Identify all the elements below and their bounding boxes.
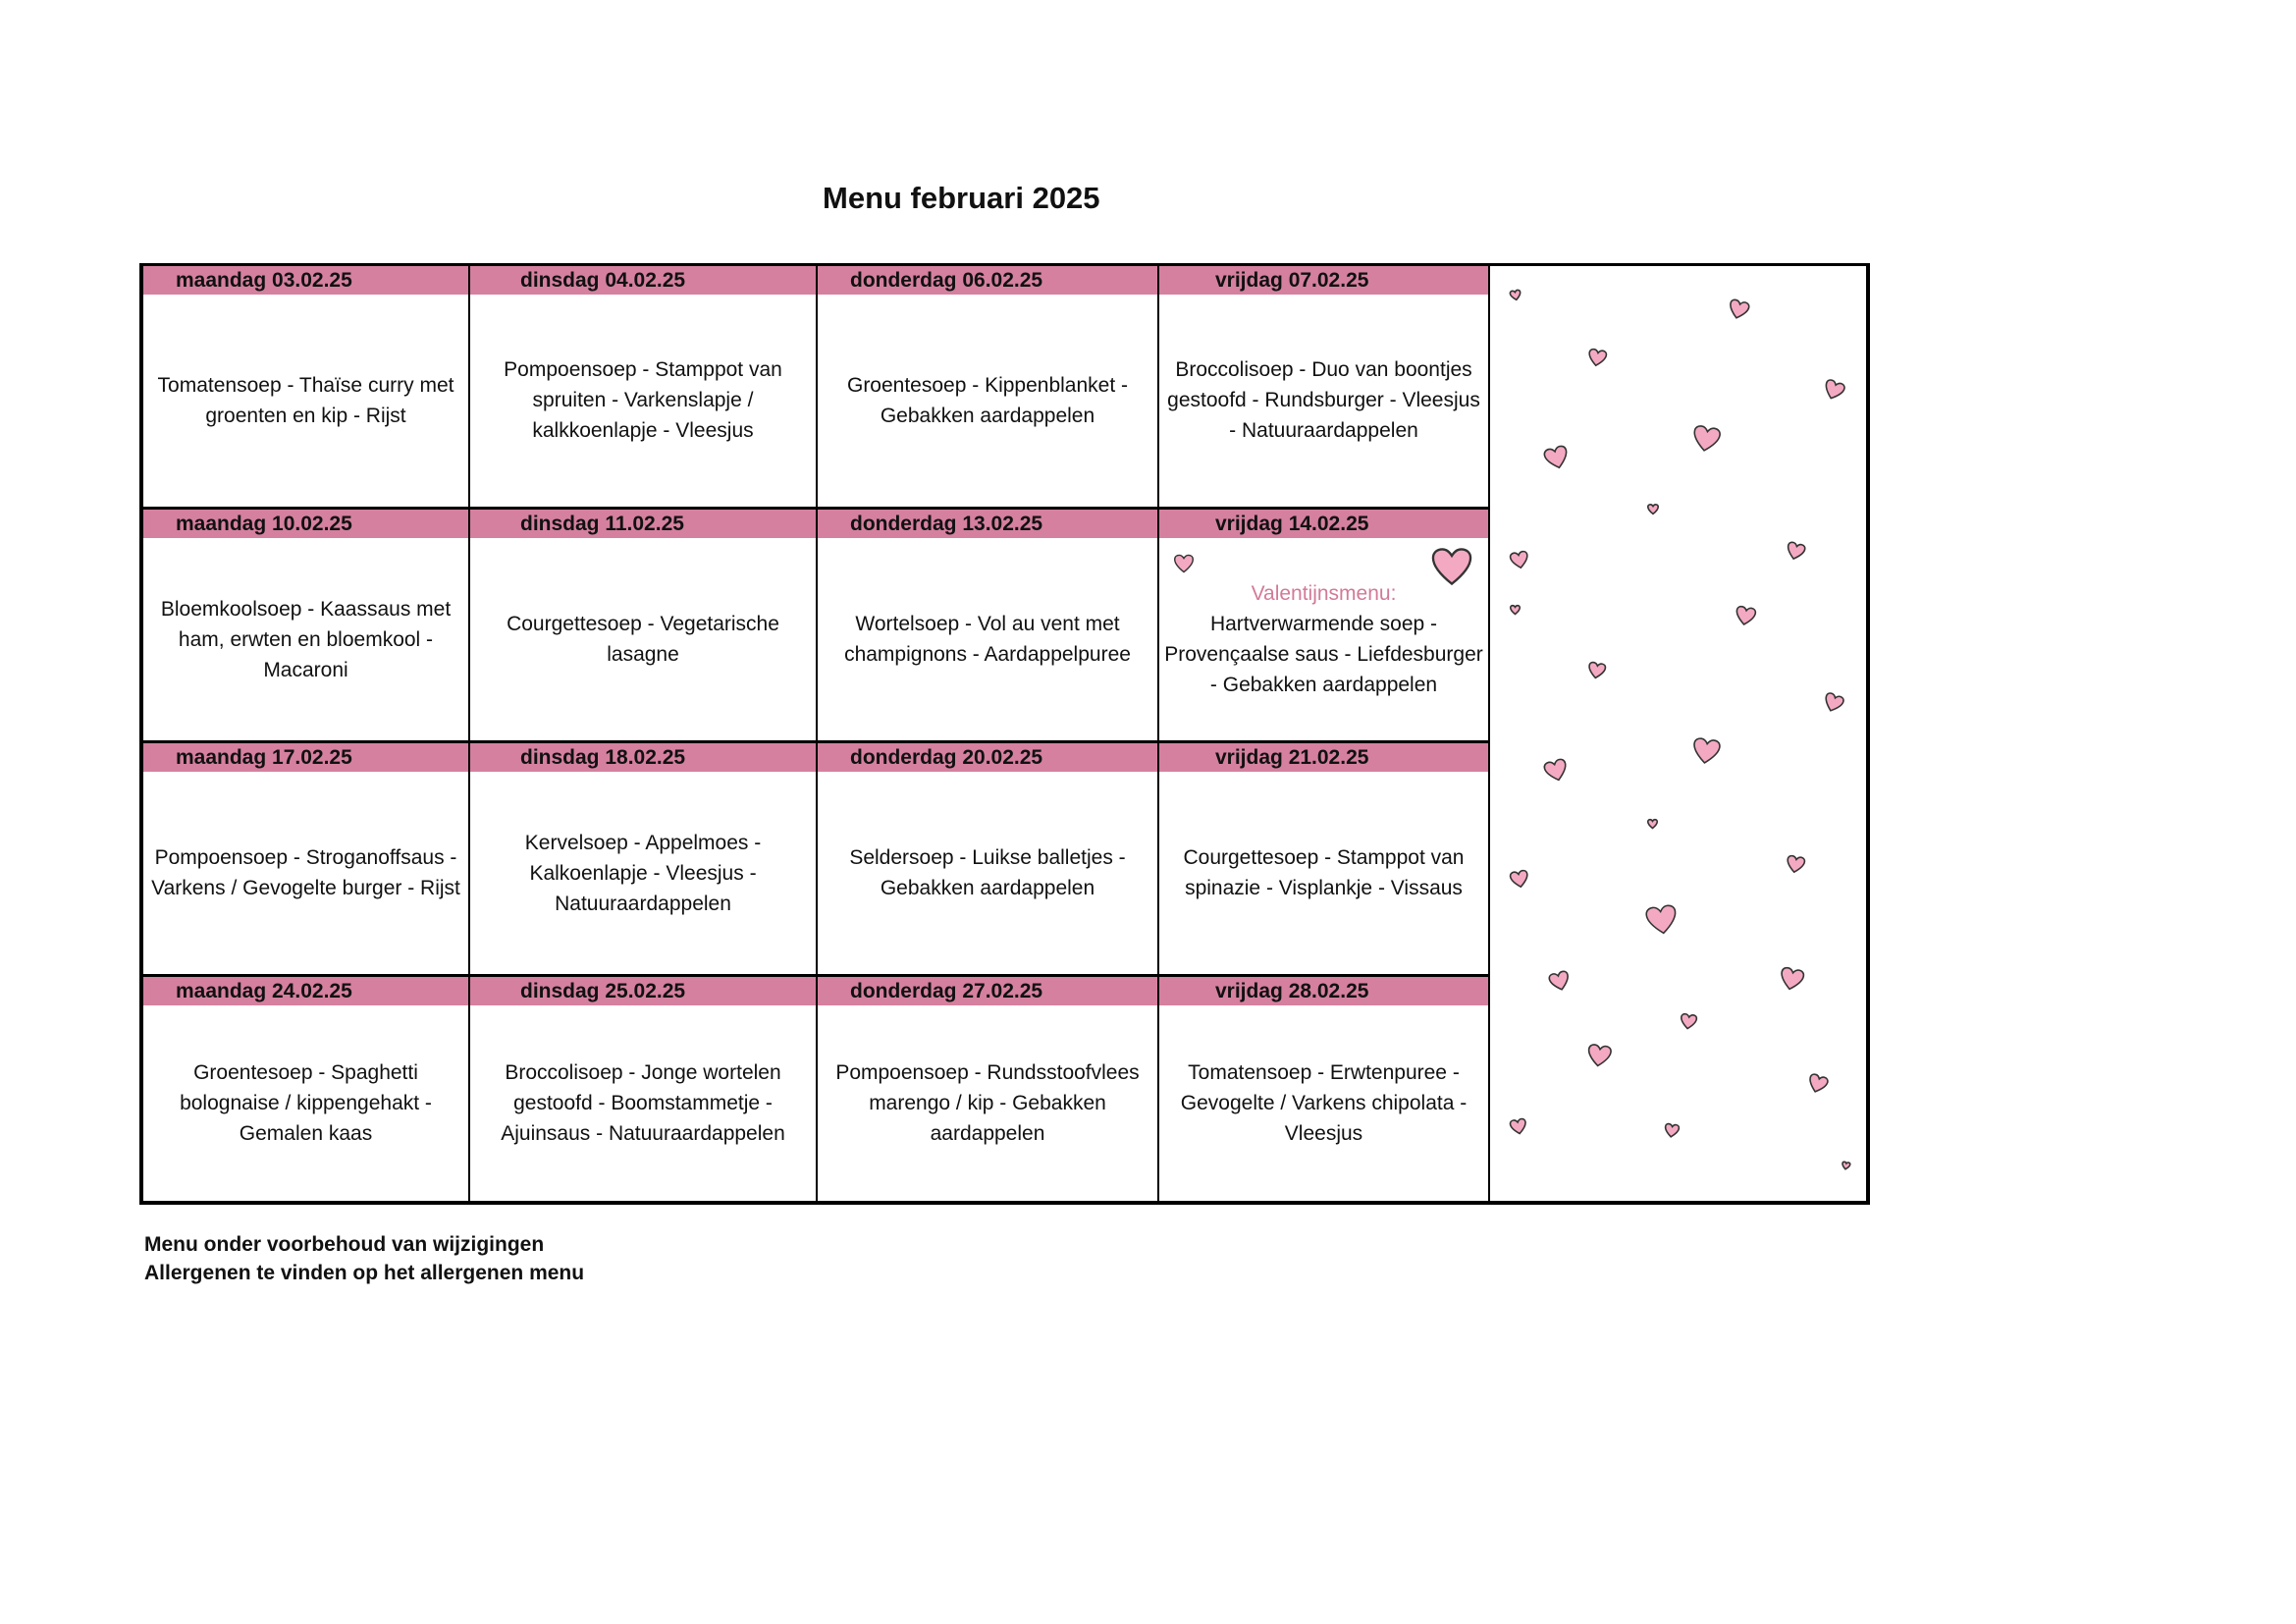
heart-icon [1587,349,1607,367]
day-label: dinsdag 25.02.25 [520,979,686,1002]
menu-cell: Broccolisoep - Duo van boontjes gestoofd - Rundsburger - Vleesjus - Natuuraardappelen [1158,295,1489,508]
allergens-note: Allergenen te vinden op het allergenen menu [144,1262,585,1284]
menu-text: Hartverwarmende soep - Provençaalse saus - Liefdesburger - Gebakken aardappelen [1164,613,1483,697]
heart-icon [1786,855,1805,874]
heart-icon [1587,1044,1612,1067]
menu-cell: Broccolisoep - Jonge wortelen gestoofd - Boomstammetje - Ajuinsaus - Natuuraardappelen [469,1005,817,1203]
heart-icon [1786,541,1806,561]
day-label: maandag 24.02.25 [176,979,352,1002]
heart-icon [1510,1118,1527,1135]
day-header [1158,742,1489,773]
day-header [469,265,817,296]
heart-icon [1510,551,1529,569]
heart-icon [1664,1123,1680,1138]
menu-cell: Pompoensoep - Stamppot van spruiten - Varkenslapje / kalkkoenlapje - Vleesjus [469,295,817,508]
menu-cell: Groentesoep - Spaghetti bolognaise / kippengehakt - Gemalen kaas [141,1005,469,1203]
menu-cell: Pompoensoep - Stroganoffsaus - Varkens / Gevogelte burger - Rijst [141,772,469,975]
day-header [469,975,817,1005]
day-label: vrijdag 14.02.25 [1215,512,1369,535]
heart-icon [1822,379,1845,402]
day-header [141,975,469,1005]
heart-icon [1587,662,1606,679]
day-header [817,742,1158,773]
heart-icon [1648,820,1658,829]
changes-note: Menu onder voorbehoud van wijzigingen [144,1233,545,1256]
day-label: donderdag 27.02.25 [850,979,1043,1002]
heart-icon [1510,290,1522,300]
menu-cell: Bloemkoolsoep - Kaassaus met ham, erwten en bloemkool - Macaroni [141,538,469,742]
heart-icon [1648,505,1658,514]
day-label: vrijdag 28.02.25 [1215,979,1369,1002]
page-title: Menu februari 2025 [823,181,1100,215]
day-label: dinsdag 04.02.25 [520,269,686,293]
heart-icon [1173,554,1195,573]
menu-cell: Wortelsoep - Vol au vent met champignons - Aardappelpuree [817,538,1158,742]
day-header [1158,975,1489,1005]
valentine-menu-cell [1158,538,1489,742]
heart-icon [1680,1013,1696,1029]
heart-icon [1691,425,1721,453]
day-header [141,742,469,773]
day-header [817,508,1158,538]
heart-icon [1510,870,1529,889]
day-header [817,975,1158,1005]
day-label: maandag 10.02.25 [176,512,352,535]
heart-icon [1511,606,1521,615]
hearts-decoration [1489,265,1868,1204]
day-header [469,508,817,538]
day-header [1158,265,1489,296]
heart-icon [1543,758,1569,783]
day-header [141,265,469,296]
heart-icon [1842,1162,1850,1169]
valentine-label: Valentijnsmenu: [1251,582,1397,606]
day-label: maandag 03.02.25 [176,269,352,293]
day-label: dinsdag 11.02.25 [520,512,684,535]
week-1-header-row [141,265,1868,296]
heart-icon [1728,298,1750,320]
heart-icon [1822,692,1844,714]
day-label: dinsdag 18.02.25 [520,746,686,770]
menu-cell: Pompoensoep - Rundsstoofvlees marengo / kip - Gebakken aardappelen [817,1005,1158,1203]
menu-cell: Tomatensoep - Erwtenpuree - Gevogelte / Varkens chipolata - Vleesjus [1158,1005,1489,1203]
day-header [1158,508,1489,538]
day-label: vrijdag 21.02.25 [1215,746,1369,770]
menu-cell: Groentesoep - Kippenblanket - Gebakken aardappelen [817,295,1158,508]
heart-icon [1735,606,1756,626]
day-label: donderdag 13.02.25 [850,512,1043,535]
menu-cell: Courgettesoep - Vegetarische lasagne [469,538,817,742]
day-header [817,265,1158,296]
day-header [141,508,469,538]
heart-icon [1692,737,1721,764]
menu-cell: Kervelsoep - Appelmoes - Kalkoenlapje - Vleesjus - Natuuraardappelen [469,772,817,975]
day-label: donderdag 06.02.25 [850,269,1043,293]
hearts-pattern [1490,266,1866,1201]
menu-table [139,263,1870,1205]
menu-cell: Courgettesoep - Stamppot van spinazie - Visplankje - Vissaus [1158,772,1489,975]
menu-cell: Seldersoep - Luikse balletjes - Gebakken aardappelen [817,772,1158,975]
menu-cell: Tomatensoep - Thaïse curry met groenten en kip - Rijst [141,295,469,508]
heart-icon [1543,445,1570,470]
heart-icon [1645,904,1678,935]
heart-icon [1806,1073,1829,1095]
heart-icon [1548,970,1571,992]
heart-icon [1779,967,1804,992]
day-header [469,742,817,773]
day-label: donderdag 20.02.25 [850,746,1043,770]
day-label: vrijdag 07.02.25 [1215,269,1369,293]
heart-icon [1430,544,1473,589]
day-label: maandag 17.02.25 [176,746,352,770]
